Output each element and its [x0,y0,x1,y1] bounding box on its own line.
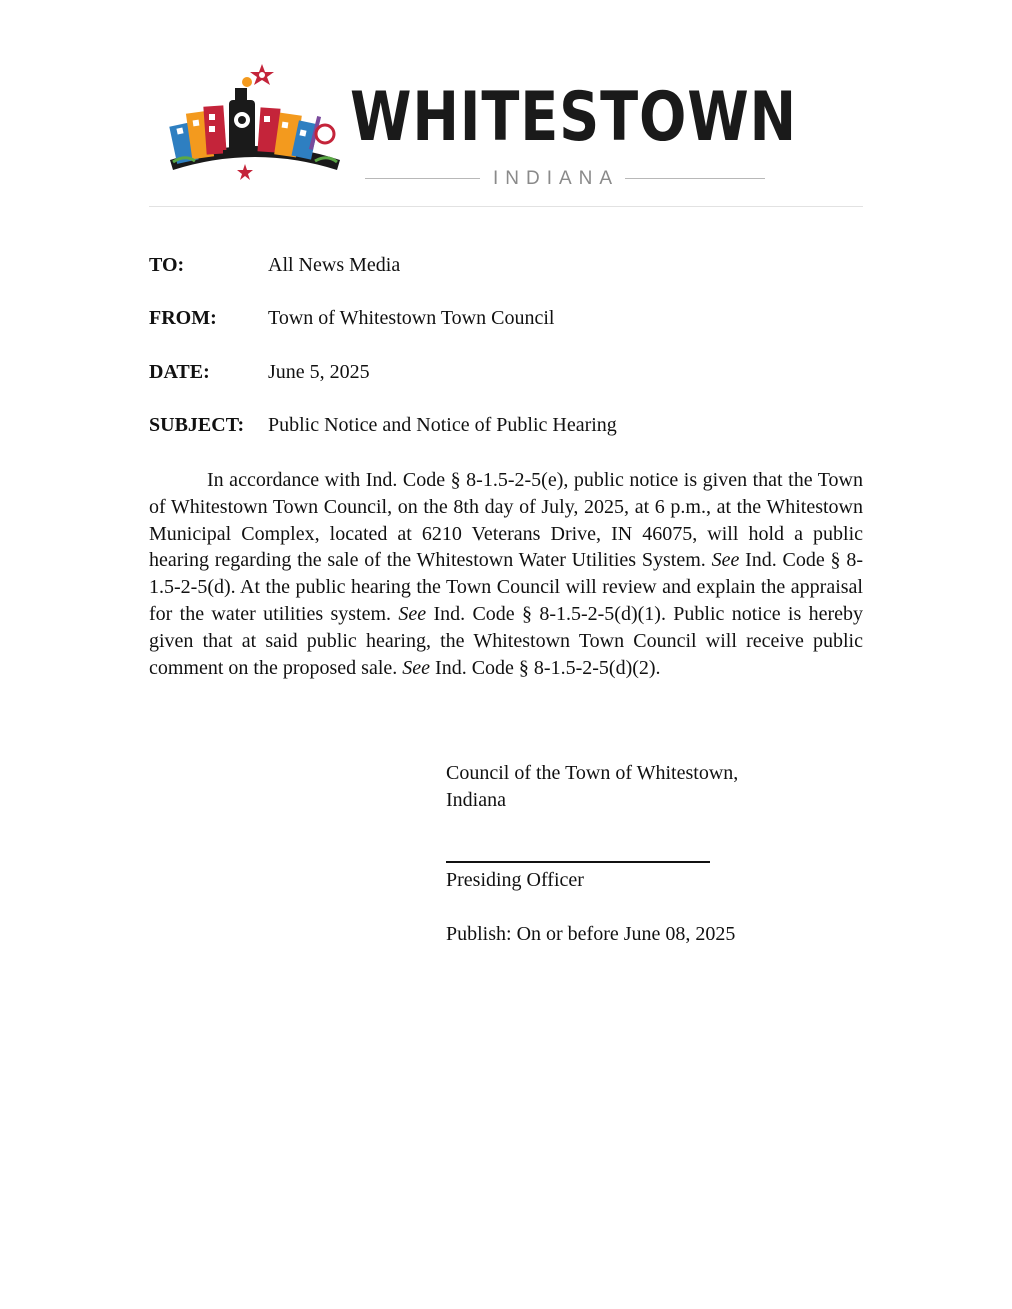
memo-subject-value: Public Notice and Notice of Public Hearing [268,414,617,436]
memo-to-label: TO: [149,254,185,276]
notice-text-part-2: Ind. Code § 8-1.5-2-5(d). At the public hearing the Town Council will review and explain the appraisal for the water utilities system. [149,549,863,625]
whitestown-logo [165,62,798,197]
notice-text-part-3: Ind. Code § 8-1.5-2-5(d)(1). Public notice is hereby given that at said public hearing, the Whitestown Town Council will receive public comment on the proposed sale. [149,602,863,679]
logo-subtitle-text: INDIANA [493,168,620,189]
council-name-line-2: Indiana [446,789,506,811]
header-divider [149,206,863,207]
notice-text-part-1: In accordance with Ind. Code § 8-1.5-2-5(e), public notice is given that the Town of Whitestown Town Council, on the 8th day of July, 2025, at 6 p.m., at the Whitestown Municipal Complex, located at 6210 Veterans Drive, IN 46075, will hold a public hearing regarding the sale of the Whitestown Water Utilities System. [149,469,863,572]
logo-subtitle-divider-right [625,178,765,179]
logo-wordmark: WHITESTOWN [350,78,798,157]
see-citation-1: See [711,549,740,572]
presiding-officer-label: Presiding Officer [446,869,584,891]
publish-date-text: Publish: On or before June 08, 2025 [446,923,736,945]
logo-subtitle-divider-left [365,178,480,179]
memo-subject-label: SUBJECT: [149,414,245,436]
signature-line [446,861,710,863]
town-skyline-logo-icon [165,62,345,192]
notice-paragraph [149,467,863,681]
logo-subtitle [365,168,765,188]
memo-to-value: All News Media [268,254,401,276]
memo-date-value: June 5, 2025 [268,361,370,383]
memo-date-label: DATE: [149,361,210,383]
council-name-line-1: Council of the Town of Whitestown, [446,762,739,784]
memo-from-label: FROM: [149,307,217,329]
memo-from-value: Town of Whitestown Town Council [268,307,555,329]
see-citation-3: See [402,656,431,679]
notice-text-part-4: Ind. Code § 8-1.5-2-5(d)(2). [430,656,661,679]
see-citation-2: See [398,602,427,625]
